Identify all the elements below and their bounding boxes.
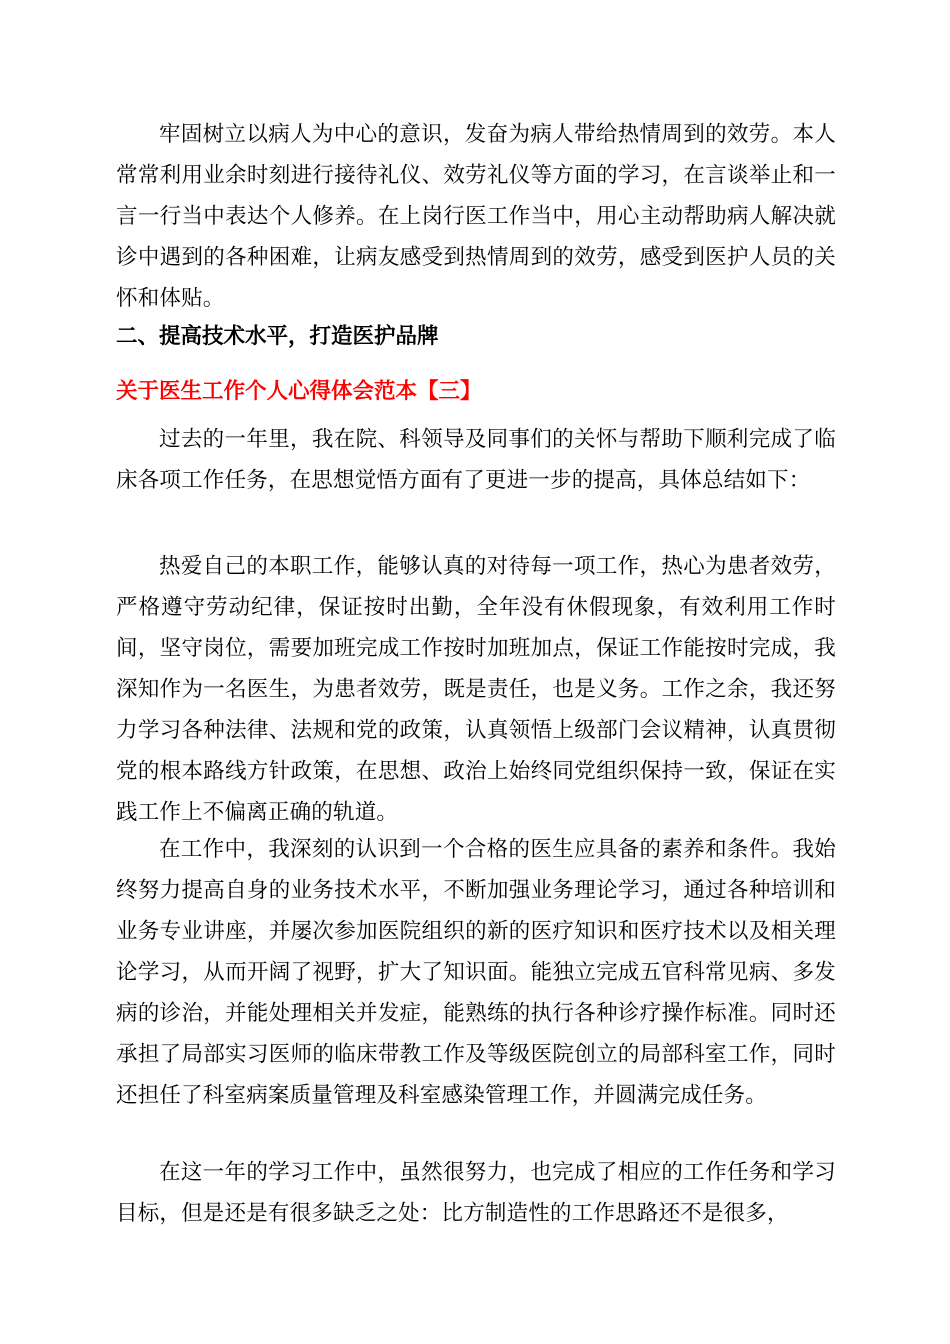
paragraph-professional-skill: 在工作中，我深刻的认识到一个合格的医生应具备的素养和条件。我始终努力提高自身的业务技术水平，不断加强业务理论学习，通过各种培训和业务专业讲座，并屡次参加医院组织的新的医疗知识和医疗技术以及相关理论学习，从而开阔了视野，扩大了知识面。能独立完成五官科常见病、多发病的诊治，并能处理相关并发症，能熟练的执行各种诊疗操作标准。同时还承担了局部实习医师的临床带教工作及等级医院创立的局部科室工作，同时还担任了科室病案质量管理及科室感染管理工作，并圆满完成任务。	[116, 837, 836, 1108]
paragraph-work-attitude: 热爱自己的本职工作，能够认真的对待每一项工作，热心为患者效劳，严格遵守劳动纪律，保证按时出勤，全年没有休假现象，有效利用工作时间，坚守岗位，需要加班完成工作按时加班加点，保证工作能按时完成，我深知作为一名医生，为患者效劳，既是责任，也是义务。工作之余，我还努力学习各种法律、法规和党的政策，认真领悟上级部门会议精神，认真贯彻党的根本路线方针政策，在思想、政治上始终同党组织保持一致，保证在实践工作上不偏离正确的轨道。	[116, 554, 836, 825]
paragraph-shortcomings: 在这一年的学习工作中，虽然很努力，也完成了相应的工作任务和学习目标，但是还是有很多缺乏之处：比方制造性的工作思路还不是很多，	[116, 1160, 836, 1226]
section-heading: 二、提高技术水平，打造医护品牌	[116, 324, 439, 349]
paragraph-intro: 过去的一年里，我在院、科领导及同事们的关怀与帮助下顺利完成了临床各项工作任务，在思想觉悟方面有了更进一步的提高，具体总结如下：	[116, 427, 836, 493]
article-title: 关于医生工作个人心得体会范本【三】	[116, 379, 482, 404]
paragraph-patient-service: 牢固树立以病人为中心的意识，发奋为病人带给热情周到的效劳。本人常常利用业余时刻进行接待礼仪、效劳礼仪等方面的学习，在言谈举止和一言一行当中表达个人修养。在上岗行医工作当中，用心主动帮助病人解决就诊中遇到的各种困难，让病友感受到热情周到的效劳，感受到医护人员的关怀和体贴。	[116, 122, 836, 311]
